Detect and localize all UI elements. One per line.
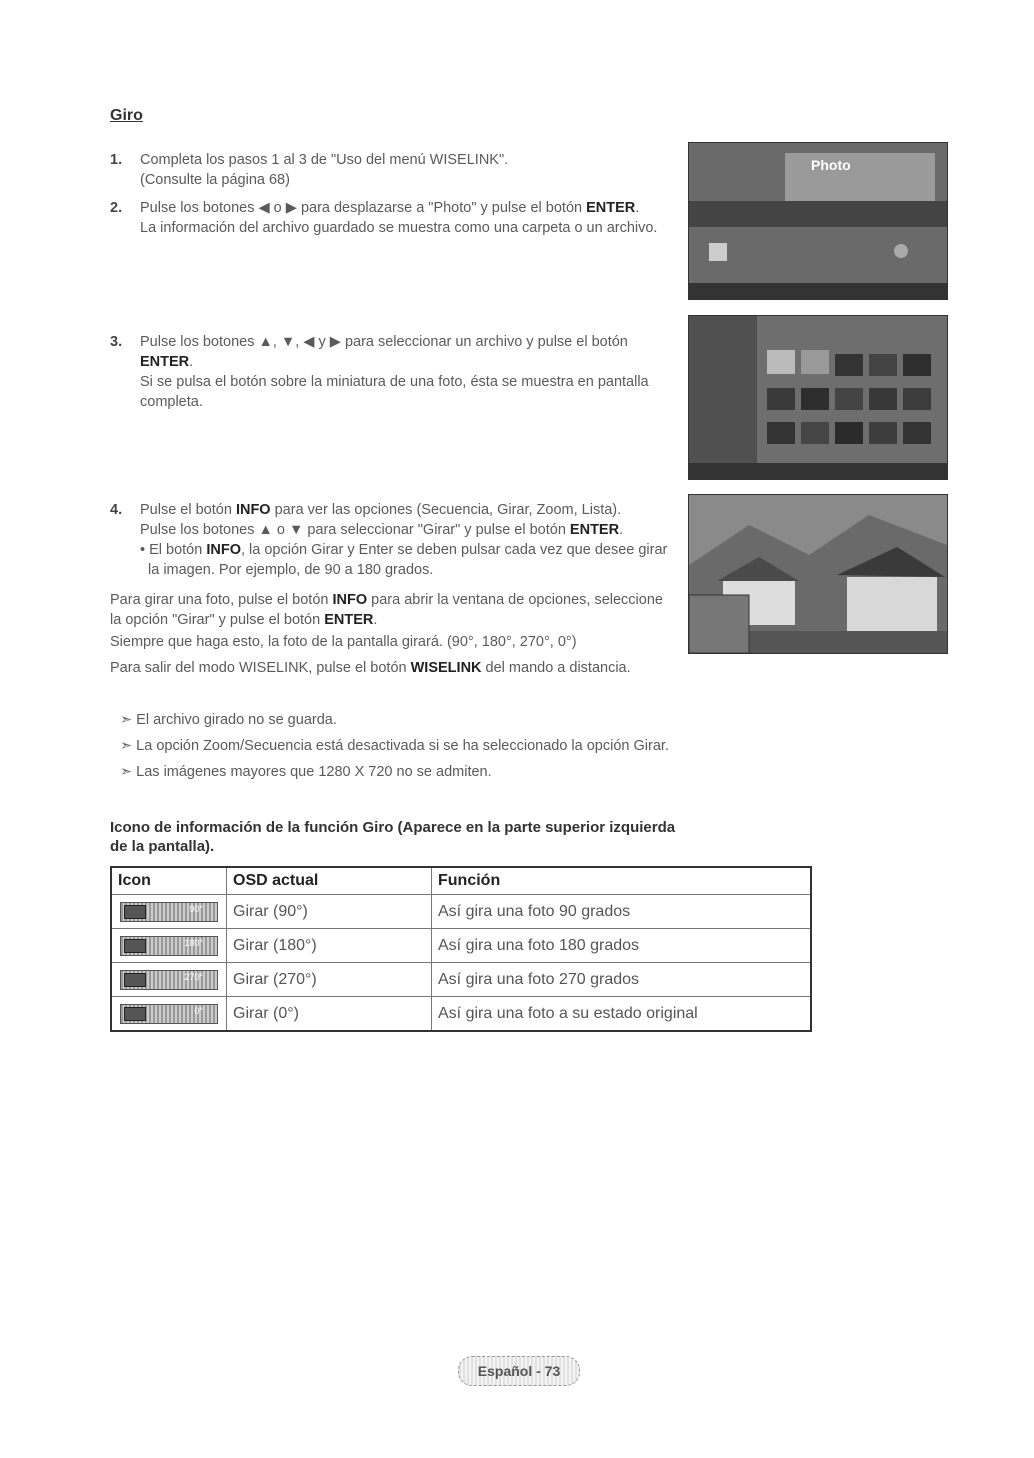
note-text: El archivo girado no se guarda. xyxy=(136,712,337,728)
note-text: La opción Zoom/Secuencia está desactivada si se ha seleccionado la opción Girar. xyxy=(136,738,669,754)
photo-thumbnail xyxy=(801,388,829,410)
note-arrow-icon: ➣ xyxy=(120,738,133,754)
photo-thumbnail xyxy=(801,422,829,444)
photo-thumbnail xyxy=(869,422,897,444)
rotate-osd-icon xyxy=(120,1004,218,1024)
text-part: para abrir la ventana de opciones, seleccione xyxy=(367,592,663,608)
step-text xyxy=(140,198,690,218)
text-part: del mando a distancia. xyxy=(481,660,631,676)
osd-cell: Girar (180°) xyxy=(227,929,432,963)
step-number: 3. xyxy=(110,334,123,350)
step-4 xyxy=(110,500,680,584)
step-text-part: • El botón xyxy=(140,542,207,558)
house-right xyxy=(847,577,937,637)
text-part: Para girar una foto, pulse el botón xyxy=(110,592,333,608)
options-menu xyxy=(689,595,749,653)
button-name: WISELINK xyxy=(410,660,482,676)
rotate-osd-icon xyxy=(120,970,218,990)
menu-band xyxy=(689,201,947,227)
photo-menu-screenshot xyxy=(688,142,948,300)
table-header-row xyxy=(111,867,811,895)
photo-thumbnail xyxy=(767,388,795,410)
step-number: 2. xyxy=(110,200,123,216)
osd-cell: Girar (270°) xyxy=(227,963,432,997)
step-text xyxy=(140,352,670,372)
text-part: Para salir del modo WISELINK, pulse el botón xyxy=(110,660,411,676)
step-text: (Consulte la página 68) xyxy=(140,172,290,188)
step-text: La información del archivo guardado se muestra como una carpeta o un archivo. xyxy=(140,220,658,236)
step-text: Si se pulsa el botón sobre la miniatura de una foto, ésta se muestra en pantalla xyxy=(140,374,649,390)
function-cell: Así gira una foto 90 grados xyxy=(432,895,812,929)
folder-thumbnail xyxy=(767,350,795,374)
photo-thumbnail xyxy=(903,422,931,444)
table-row xyxy=(111,929,811,963)
step-text xyxy=(140,520,680,540)
step-text-part: . xyxy=(619,522,624,538)
osd-cell: Girar (90°) xyxy=(227,895,432,929)
icon-degree: 180° xyxy=(184,937,203,948)
note-2 xyxy=(120,738,669,754)
bottom-bar xyxy=(689,283,947,299)
col-header-icon: Icon xyxy=(111,867,227,895)
note-arrow-icon: ➣ xyxy=(120,764,133,780)
button-name: INFO xyxy=(235,502,271,518)
col-header-function: Función xyxy=(432,867,812,895)
photo-menu-panel xyxy=(785,153,935,203)
rotation-icon-table xyxy=(110,866,812,1032)
navigation-icon xyxy=(894,244,908,258)
step-text-part: Pulse los botones ▲ o ▼ para seleccionar "Girar" y pulse el botón xyxy=(140,522,570,538)
step-text: Pulse los botones ▲, ▼, ◀ y ▶ para seleccionar un archivo y pulse el botón xyxy=(140,334,628,350)
step-text: completa. xyxy=(140,394,203,410)
folder-thumbnail xyxy=(801,350,829,374)
table-row xyxy=(111,997,811,1032)
note-text: Las imágenes mayores que 1280 X 720 no se admiten. xyxy=(136,764,492,780)
thumbnail-grid-illustration xyxy=(689,316,947,479)
step-text: Completa los pasos 1 al 3 de "Uso del menú WISELINK". xyxy=(140,152,509,168)
button-name: ENTER xyxy=(569,522,620,538)
photo-thumbnail xyxy=(869,388,897,410)
step-text-part: para ver las opciones (Secuencia, Girar, Zoom, Lista). xyxy=(270,502,622,518)
osd-cell: Girar (0°) xyxy=(227,997,432,1032)
photo-thumbnail xyxy=(835,354,863,376)
full-photo-screenshot xyxy=(688,494,948,654)
icon-cell xyxy=(111,929,227,963)
photo-thumbnail xyxy=(903,354,931,376)
photo-thumbnail xyxy=(869,354,897,376)
page-title: Giro xyxy=(110,107,143,124)
button-name: ENTER xyxy=(324,612,374,628)
text-part: la opción "Girar" y pulse el botón xyxy=(110,612,325,628)
col-header-osd: OSD actual xyxy=(227,867,432,895)
thumbnail-grid-screenshot xyxy=(688,315,948,480)
bullet-text: la imagen. Por ejemplo, de 90 a 180 grados. xyxy=(148,562,434,578)
icon-cell xyxy=(111,963,227,997)
rotate-osd-icon xyxy=(120,936,218,956)
function-cell: Así gira una foto 180 grados xyxy=(432,929,812,963)
photo-thumbnail xyxy=(835,422,863,444)
step-2 xyxy=(110,198,690,242)
note-1 xyxy=(120,712,337,728)
paragraph-text xyxy=(110,610,690,630)
step-text-part: Pulse el botón xyxy=(140,502,236,518)
icon-cell xyxy=(111,997,227,1032)
button-name: INFO xyxy=(206,542,241,558)
step-text-part: Pulse los botones ◀ o ▶ para desplazarse a "Photo" y pulse el botón xyxy=(140,200,587,216)
step-text-part: . xyxy=(635,200,640,216)
rotate-osd-icon xyxy=(120,902,218,922)
function-cell: Así gira una foto a su estado original xyxy=(432,997,812,1032)
photo-thumbnail xyxy=(903,388,931,410)
bullet-text xyxy=(140,540,680,560)
page-number-footer: Español - 73 xyxy=(458,1356,580,1386)
text-part: . xyxy=(373,612,378,628)
table-row xyxy=(111,963,811,997)
step-1 xyxy=(110,150,670,194)
step-number: 4. xyxy=(110,502,123,518)
step-text xyxy=(140,500,680,520)
section-title: Icono de información de la función Giro (Aparece en la parte superior izquierda de la pantalla). xyxy=(110,819,676,855)
icon-degree: 0° xyxy=(194,1005,203,1016)
note-arrow-icon: ➣ xyxy=(120,712,133,728)
icon-cell xyxy=(111,895,227,929)
step-text-part: . xyxy=(189,354,194,370)
bottom-bar xyxy=(689,463,947,479)
house-photo-illustration xyxy=(689,495,947,653)
photo-thumbnail xyxy=(835,388,863,410)
folder-icon xyxy=(709,243,727,261)
button-name: ENTER xyxy=(140,354,190,370)
button-name: ENTER xyxy=(586,200,636,216)
photo-thumbnail xyxy=(767,422,795,444)
step-text-part: , la opción Girar y Enter se deben pulsar cada vez que desee girar xyxy=(240,542,668,558)
paragraph-rotate xyxy=(110,590,690,630)
step-3 xyxy=(110,332,670,416)
sidebar-panel xyxy=(689,316,757,479)
function-cell: Así gira una foto 270 grados xyxy=(432,963,812,997)
table-row xyxy=(111,895,811,929)
paragraph-exit xyxy=(110,658,690,678)
icon-degree: 270° xyxy=(184,971,203,982)
icon-degree: 90° xyxy=(189,903,203,914)
paragraph-text xyxy=(110,590,690,610)
note-3 xyxy=(120,764,492,780)
step-number: 1. xyxy=(110,152,123,168)
photo-menu-label: Photo xyxy=(811,157,851,173)
button-name: INFO xyxy=(332,592,368,608)
paragraph-rotation-info: Siempre que haga esto, la foto de la pantalla girará. (90°, 180°, 270°, 0°) xyxy=(110,634,577,650)
